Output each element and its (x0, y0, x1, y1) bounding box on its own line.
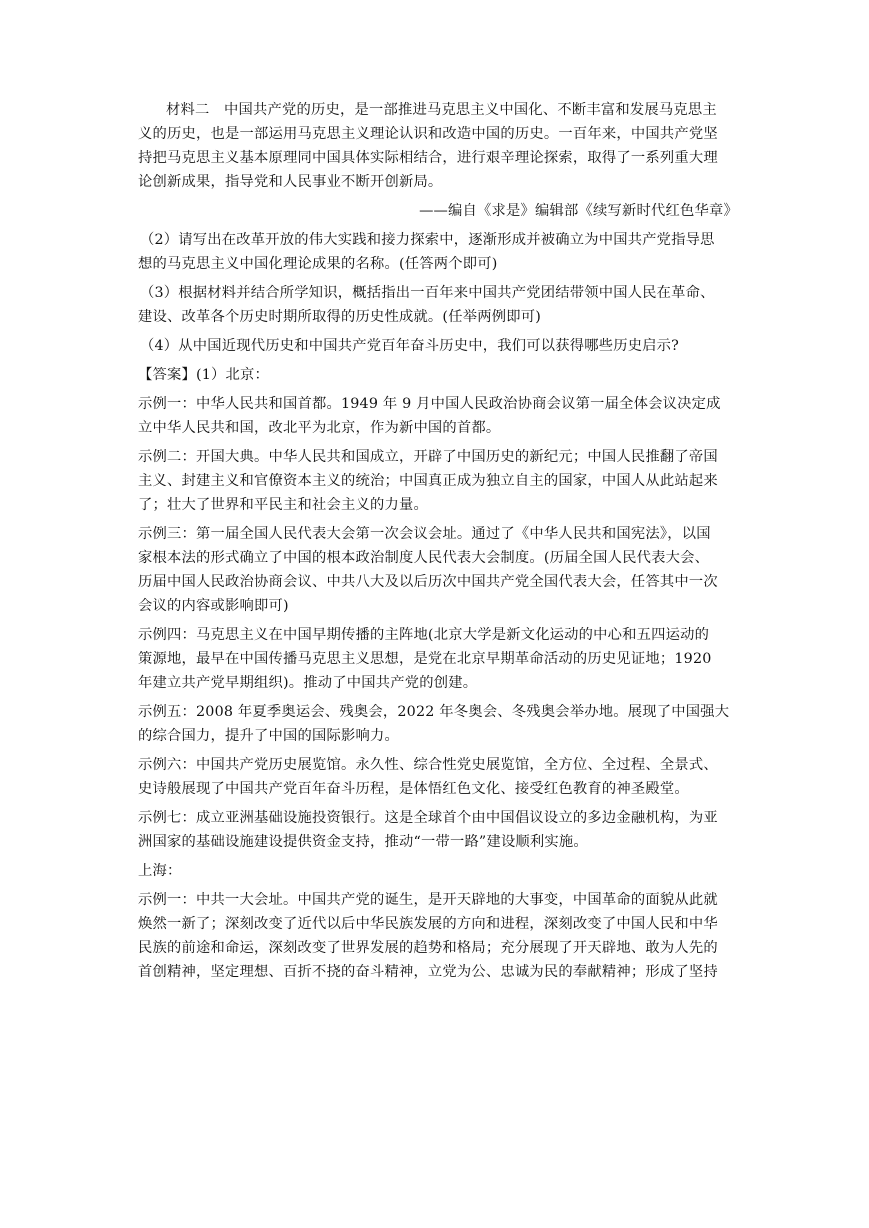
question-line: （3）根据材料并结合所学知识，概括指出一百年来中国共产党团结带领中国人民在革命、 (140, 285, 715, 301)
answer-line: 示例四：马克思主义在中国早期传播的主阵地(北京大学是新文化运动的中心和五四运动的 (138, 627, 710, 643)
document-body (138, 98, 738, 984)
answer-line: 史诗般展现了中国共产党百年奋斗历程，是体悟红色文化、接受红色教育的神圣殿堂。 (138, 781, 689, 797)
material-line: 材料二 中国共产党的历史，是一部推进马克思主义中国化、不断丰富和发展马克思主 (166, 102, 717, 118)
beijing-example-2 (138, 445, 738, 517)
beijing-example-1 (138, 392, 738, 440)
answer-line: 的综合国力，提升了中国的国际影响力。 (138, 728, 399, 744)
answer-line: 民族的前途和命运，深刻改变了世界发展的趋势和格局；充分展现了开天辟地、敢为人先的 (138, 940, 718, 956)
question-line: （2）请写出在改革开放的伟大实践和接力探索中，逐渐形成并被确立为中国共产党指导思 (140, 232, 715, 248)
answer-line: 示例一：中华人民共和国首都。1949 年 9 月中国人民政治协商会议第一届全体会议决定成 (138, 396, 721, 412)
shanghai-example-1 (138, 888, 738, 984)
material-line: 论创新成果，指导党和人民事业不断开创新局。 (138, 174, 443, 190)
question-3 (138, 281, 738, 329)
material-line: 持把马克思主义基本原理同中国具体实际相结合，进行艰辛理论探索，取得了一系列重大理 (138, 150, 718, 166)
material-citation: ——编自《求是》编辑部《续写新时代红色华章》 (419, 203, 738, 219)
material-two-passage (138, 98, 738, 223)
answer-line: 示例一：中共一大会址。中国共产党的诞生，是开天辟地的大事变，中国革命的面貌从此就 (138, 892, 718, 908)
answer-line: 焕然一新了；深刻改变了近代以后中华民族发展的方向和进程，深刻改变了中国人民和中华 (138, 916, 718, 932)
question-2 (138, 228, 738, 276)
beijing-example-6 (138, 753, 738, 801)
question-line: （4）从中国近现代历史和中国共产党百年奋斗历史中，我们可以获得哪些历史启示? (140, 338, 680, 354)
question-line: 想的马克思主义中国化理论成果的名称。(任答两个即可) (138, 256, 498, 272)
answer-line: 示例五：2008 年夏季奥运会、残奥会，2022 年冬奥会、冬残奥会举办地。展现了中国强大 (138, 704, 730, 720)
question-line: 建设、改革各个历史时期所取得的历史性成就。(任举两例即可) (138, 309, 541, 325)
answer-line: 年建立共产党早期组织)。推动了中国共产党的创建。 (138, 675, 478, 691)
answer-line: 会议的内容或影响即可) (138, 598, 289, 614)
answer-line: 洲国家的基础设施建设提供资金支持，推动“一带一路”建设顺利实施。 (138, 834, 588, 850)
answer-line: 了；壮大了世界和平民主和社会主义的力量。 (138, 497, 428, 513)
material-line: 义的历史，也是一部运用马克思主义理论认识和改造中国的历史。一百年来，中国共产党坚 (138, 126, 718, 142)
answer-line: 示例二：开国大典。中华人民共和国成立，开辟了中国历史的新纪元；中国人民推翻了帝国 (138, 449, 718, 465)
beijing-example-4 (138, 623, 738, 695)
answer-line: 首创精神，坚定理想、百折不挠的奋斗精神，立党为公、忠诚为民的奉献精神；形成了坚持 (138, 964, 718, 980)
beijing-example-3 (138, 522, 738, 618)
answer-line: 示例三：第一届全国人民代表大会第一次会议会址。通过了《中华人民共和国宪法》，以国 (138, 526, 711, 542)
answer-line: 历届中国人民政治协商会议、中共八大及以后历次中国共产党全国代表大会，任答其中一次 (138, 574, 718, 590)
beijing-example-5 (138, 700, 738, 748)
shanghai-heading: 上海： (138, 863, 182, 879)
answer-heading: 【答案】(1）北京： (138, 367, 270, 383)
answer-line: 主义、封建主义和官僚资本主义的统治；中国真正成为独立自主的国家，中国人从此站起来 (138, 473, 718, 489)
answer-line: 示例七：成立亚洲基础设施投资银行。这是全球首个由中国倡议设立的多边金融机构，为亚 (138, 810, 718, 826)
question-4 (138, 334, 738, 358)
beijing-example-7 (138, 806, 738, 854)
answer-line: 策源地，最早在中国传播马克思主义思想，是党在北京早期革命活动的历史见证地；1920 (138, 651, 712, 667)
answer-line: 立中华人民共和国，改北平为北京，作为新中国的首都。 (138, 420, 501, 436)
answer-line: 家根本法的形式确立了中国的根本政治制度人民代表大会制度。(历届全国人民代表大会、 (138, 550, 710, 566)
answer-line: 示例六：中国共产党历史展览馆。永久性、综合性党史展览馆，全方位、全过程、全景式、 (138, 757, 718, 773)
answer-section (138, 363, 738, 984)
